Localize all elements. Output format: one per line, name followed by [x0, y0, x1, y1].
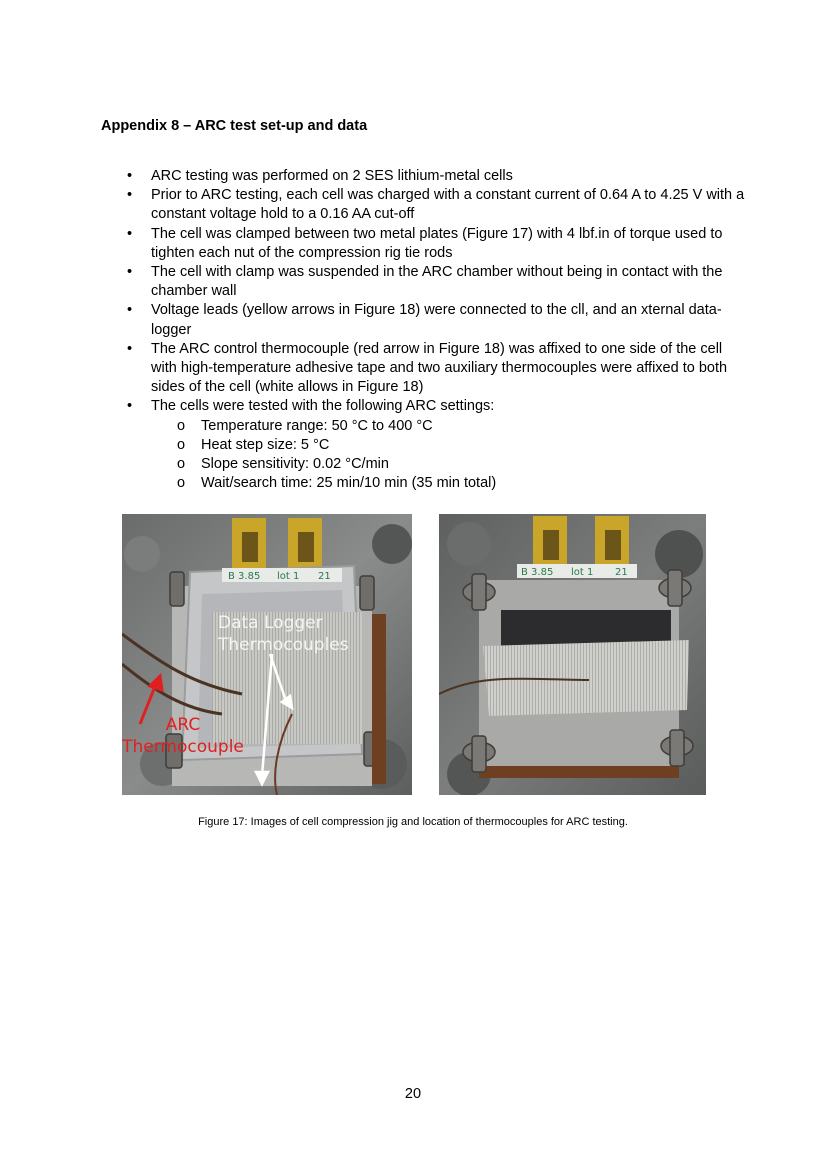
bullet-item-text: The cells were tested with the following ARC settings:: [151, 398, 495, 415]
sub-bullet-item: o Wait/search time: 25 min/10 min (35 min total): [177, 474, 747, 493]
cell-marking: B 3.85: [228, 571, 261, 582]
bullet-item: • Prior to ARC testing, each cell was charged with a constant current of 0.64 A to 4.25 V with a constant voltage hold to a 0.16 AA cut-off: [127, 186, 747, 224]
bullet-item: • The ARC control thermocouple (red arrow in Figure 18) was affixed to one side of the cell with high-temperature adhesive tape and two auxiliary thermocouples were affixed to both sides of the cell (white allows in Figure 18): [127, 340, 747, 398]
cell-jig-photo-left: [122, 514, 412, 795]
bullet-item: • The cell with clamp was suspended in the ARC chamber without being in contact with the chamber wall: [127, 263, 747, 301]
sub-bullet-item: o Slope sensitivity: 0.02 °C/min: [177, 455, 747, 474]
arc-settings-list: [177, 417, 747, 494]
cell-marking: lot 1: [571, 567, 594, 578]
data-logger-label-line2: Thermocouples: [218, 635, 349, 655]
arc-label-line2: Thermocouple: [122, 737, 244, 757]
data-logger-label: [218, 612, 349, 656]
arc-label-line1: ARC: [165, 715, 201, 735]
cell-marking: B 3.85: [521, 567, 554, 578]
cell-marking: lot 1: [277, 571, 300, 582]
figure-caption: Figure 17: Images of cell compression jig and location of thermocouples for ARC testing.: [198, 816, 628, 828]
sub-bullet-item: o Temperature range: 50 °C to 400 °C: [177, 417, 747, 436]
cell-jig-photo-right: [439, 514, 706, 795]
bullet-list: [127, 167, 747, 493]
bullet-item: • Voltage leads (yellow arrows in Figure 18) were connected to the cll, and an xternal data-logger: [127, 301, 747, 339]
bullet-item: • ARC testing was performed on 2 SES lithium-metal cells: [127, 167, 747, 186]
bullet-item: [127, 397, 747, 493]
cell-jig-photo-right-image: [439, 514, 706, 795]
page-number: 20: [404, 1086, 422, 1102]
appendix-heading: Appendix 8 – ARC test set-up and data: [101, 118, 368, 134]
data-logger-label-line1: Data Logger: [218, 613, 323, 633]
sub-bullet-item: o Heat step size: 5 °C: [177, 436, 747, 455]
cell-marking: 21: [318, 571, 331, 582]
cell-marking: 21: [615, 567, 628, 578]
arc-thermocouple-label: [122, 714, 258, 758]
bullet-item: • The cell was clamped between two metal plates (Figure 17) with 4 lbf.in of torque used to tighten each nut of the compression rig tie rods: [127, 225, 747, 263]
